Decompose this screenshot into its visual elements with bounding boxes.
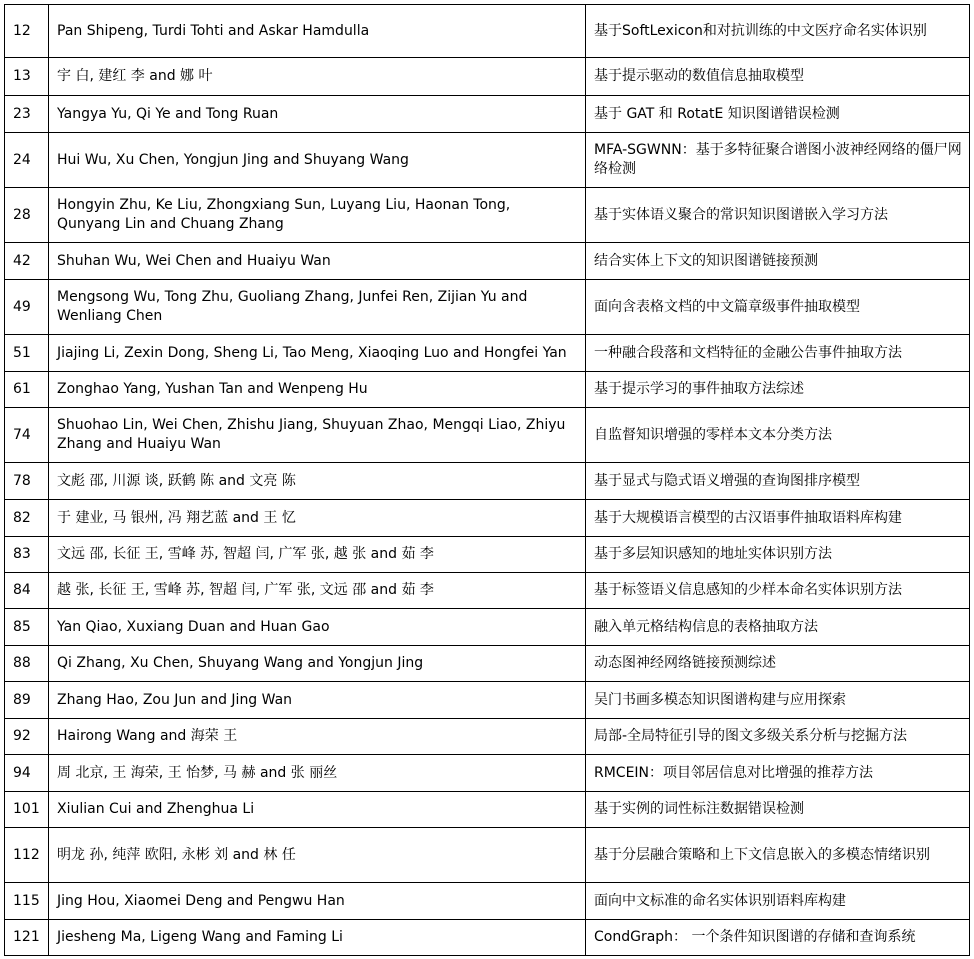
paper-authors: 明龙 孙, 纯萍 欧阳, 永彬 刘 and 林 任 bbox=[49, 828, 586, 883]
table-row bbox=[5, 920, 970, 956]
paper-id: 42 bbox=[5, 243, 49, 280]
table-row bbox=[5, 188, 970, 243]
paper-title: 基于提示驱动的数值信息抽取模型 bbox=[586, 58, 970, 96]
paper-id: 115 bbox=[5, 883, 49, 920]
papers-table bbox=[4, 4, 970, 956]
paper-title: 面向含表格文档的中文篇章级事件抽取模型 bbox=[586, 280, 970, 335]
paper-authors: Pan Shipeng, Turdi Tohti and Askar Hamdulla bbox=[49, 5, 586, 58]
table-row bbox=[5, 408, 970, 463]
paper-title: 基于标签语义信息感知的少样本命名实体识别方法 bbox=[586, 573, 970, 609]
table-row bbox=[5, 719, 970, 755]
table-row bbox=[5, 96, 970, 133]
table-row bbox=[5, 646, 970, 682]
paper-id: 61 bbox=[5, 372, 49, 408]
paper-id: 23 bbox=[5, 96, 49, 133]
paper-title: 基于大规模语言模型的古汉语事件抽取语料库构建 bbox=[586, 500, 970, 537]
paper-authors: Jiesheng Ma, Ligeng Wang and Faming Li bbox=[49, 920, 586, 956]
paper-authors: 周 北京, 王 海荣, 王 怡梦, 马 赫 and 张 丽丝 bbox=[49, 755, 586, 792]
paper-title: 自监督知识增强的零样本文本分类方法 bbox=[586, 408, 970, 463]
paper-id: 121 bbox=[5, 920, 49, 956]
paper-authors: Mengsong Wu, Tong Zhu, Guoliang Zhang, Junfei Ren, Zijian Yu and Wenliang Chen bbox=[49, 280, 586, 335]
paper-id: 12 bbox=[5, 5, 49, 58]
table-row bbox=[5, 243, 970, 280]
paper-id: 28 bbox=[5, 188, 49, 243]
paper-title: RMCEIN：项目邻居信息对比增强的推荐方法 bbox=[586, 755, 970, 792]
paper-title: 动态图神经网络链接预测综述 bbox=[586, 646, 970, 682]
paper-authors: Xiulian Cui and Zhenghua Li bbox=[49, 792, 586, 828]
paper-title: 面向中文标准的命名实体识别语料库构建 bbox=[586, 883, 970, 920]
table-row bbox=[5, 5, 970, 58]
table-row bbox=[5, 609, 970, 646]
paper-title: 基于提示学习的事件抽取方法综述 bbox=[586, 372, 970, 408]
paper-title: 基于 GAT 和 RotatE 知识图谱错误检测 bbox=[586, 96, 970, 133]
paper-title: 吴门书画多模态知识图谱构建与应用探索 bbox=[586, 682, 970, 719]
table-row bbox=[5, 500, 970, 537]
paper-authors: Hairong Wang and 海荣 王 bbox=[49, 719, 586, 755]
paper-id: 13 bbox=[5, 58, 49, 96]
paper-id: 112 bbox=[5, 828, 49, 883]
table-row bbox=[5, 335, 970, 372]
paper-id: 82 bbox=[5, 500, 49, 537]
paper-id: 24 bbox=[5, 133, 49, 188]
table-row bbox=[5, 58, 970, 96]
paper-authors: Qi Zhang, Xu Chen, Shuyang Wang and Yongjun Jing bbox=[49, 646, 586, 682]
table-row bbox=[5, 573, 970, 609]
paper-id: 92 bbox=[5, 719, 49, 755]
paper-id: 84 bbox=[5, 573, 49, 609]
table-row bbox=[5, 682, 970, 719]
paper-title: 基于SoftLexicon和对抗训练的中文医疗命名实体识别 bbox=[586, 5, 970, 58]
paper-id: 88 bbox=[5, 646, 49, 682]
paper-authors: Shuohao Lin, Wei Chen, Zhishu Jiang, Shuyuan Zhao, Mengqi Liao, Zhiyu Zhang and Huaiyu Wan bbox=[49, 408, 586, 463]
table-row bbox=[5, 537, 970, 573]
paper-id: 49 bbox=[5, 280, 49, 335]
paper-authors: Yan Qiao, Xuxiang Duan and Huan Gao bbox=[49, 609, 586, 646]
paper-title: 局部-全局特征引导的图文多级关系分析与挖掘方法 bbox=[586, 719, 970, 755]
paper-authors: 文远 邵, 长征 王, 雪峰 苏, 智超 闫, 广军 张, 越 张 and 茹 李 bbox=[49, 537, 586, 573]
paper-id: 89 bbox=[5, 682, 49, 719]
paper-authors: 越 张, 长征 王, 雪峰 苏, 智超 闫, 广军 张, 文远 邵 and 茹 李 bbox=[49, 573, 586, 609]
paper-title: 融入单元格结构信息的表格抽取方法 bbox=[586, 609, 970, 646]
paper-id: 94 bbox=[5, 755, 49, 792]
paper-title: MFA-SGWNN：基于多特征聚合谱图小波神经网络的僵尸网络检测 bbox=[586, 133, 970, 188]
paper-authors: 宇 白, 建红 李 and 娜 叶 bbox=[49, 58, 586, 96]
paper-authors: Jiajing Li, Zexin Dong, Sheng Li, Tao Meng, Xiaoqing Luo and Hongfei Yan bbox=[49, 335, 586, 372]
paper-authors: 文彪 邵, 川源 谈, 跃鹤 陈 and 文亮 陈 bbox=[49, 463, 586, 500]
table-row bbox=[5, 792, 970, 828]
table-row bbox=[5, 133, 970, 188]
paper-title: 基于实体语义聚合的常识知识图谱嵌入学习方法 bbox=[586, 188, 970, 243]
paper-title: 基于实例的词性标注数据错误检测 bbox=[586, 792, 970, 828]
paper-title: 基于多层知识感知的地址实体识别方法 bbox=[586, 537, 970, 573]
paper-id: 78 bbox=[5, 463, 49, 500]
paper-title: CondGraph： 一个条件知识图谱的存储和查询系统 bbox=[586, 920, 970, 956]
paper-authors: Jing Hou, Xiaomei Deng and Pengwu Han bbox=[49, 883, 586, 920]
paper-authors: Hongyin Zhu, Ke Liu, Zhongxiang Sun, Luyang Liu, Haonan Tong, Qunyang Lin and Chuang Zhang bbox=[49, 188, 586, 243]
paper-id: 83 bbox=[5, 537, 49, 573]
table-row bbox=[5, 755, 970, 792]
table-row bbox=[5, 280, 970, 335]
paper-authors: Zhang Hao, Zou Jun and Jing Wan bbox=[49, 682, 586, 719]
table-row bbox=[5, 828, 970, 883]
paper-authors: Shuhan Wu, Wei Chen and Huaiyu Wan bbox=[49, 243, 586, 280]
paper-title: 结合实体上下文的知识图谱链接预测 bbox=[586, 243, 970, 280]
paper-title: 基于显式与隐式语义增强的查询图排序模型 bbox=[586, 463, 970, 500]
paper-title: 一种融合段落和文档特征的金融公告事件抽取方法 bbox=[586, 335, 970, 372]
paper-id: 74 bbox=[5, 408, 49, 463]
paper-id: 101 bbox=[5, 792, 49, 828]
paper-id: 51 bbox=[5, 335, 49, 372]
table-row bbox=[5, 372, 970, 408]
paper-authors: Hui Wu, Xu Chen, Yongjun Jing and Shuyang Wang bbox=[49, 133, 586, 188]
table-row bbox=[5, 883, 970, 920]
table-row bbox=[5, 463, 970, 500]
paper-authors: Zonghao Yang, Yushan Tan and Wenpeng Hu bbox=[49, 372, 586, 408]
paper-authors: 于 建业, 马 银州, 冯 翔艺蓝 and 王 忆 bbox=[49, 500, 586, 537]
paper-id: 85 bbox=[5, 609, 49, 646]
paper-title: 基于分层融合策略和上下文信息嵌入的多模态情绪识别 bbox=[586, 828, 970, 883]
paper-authors: Yangya Yu, Qi Ye and Tong Ruan bbox=[49, 96, 586, 133]
